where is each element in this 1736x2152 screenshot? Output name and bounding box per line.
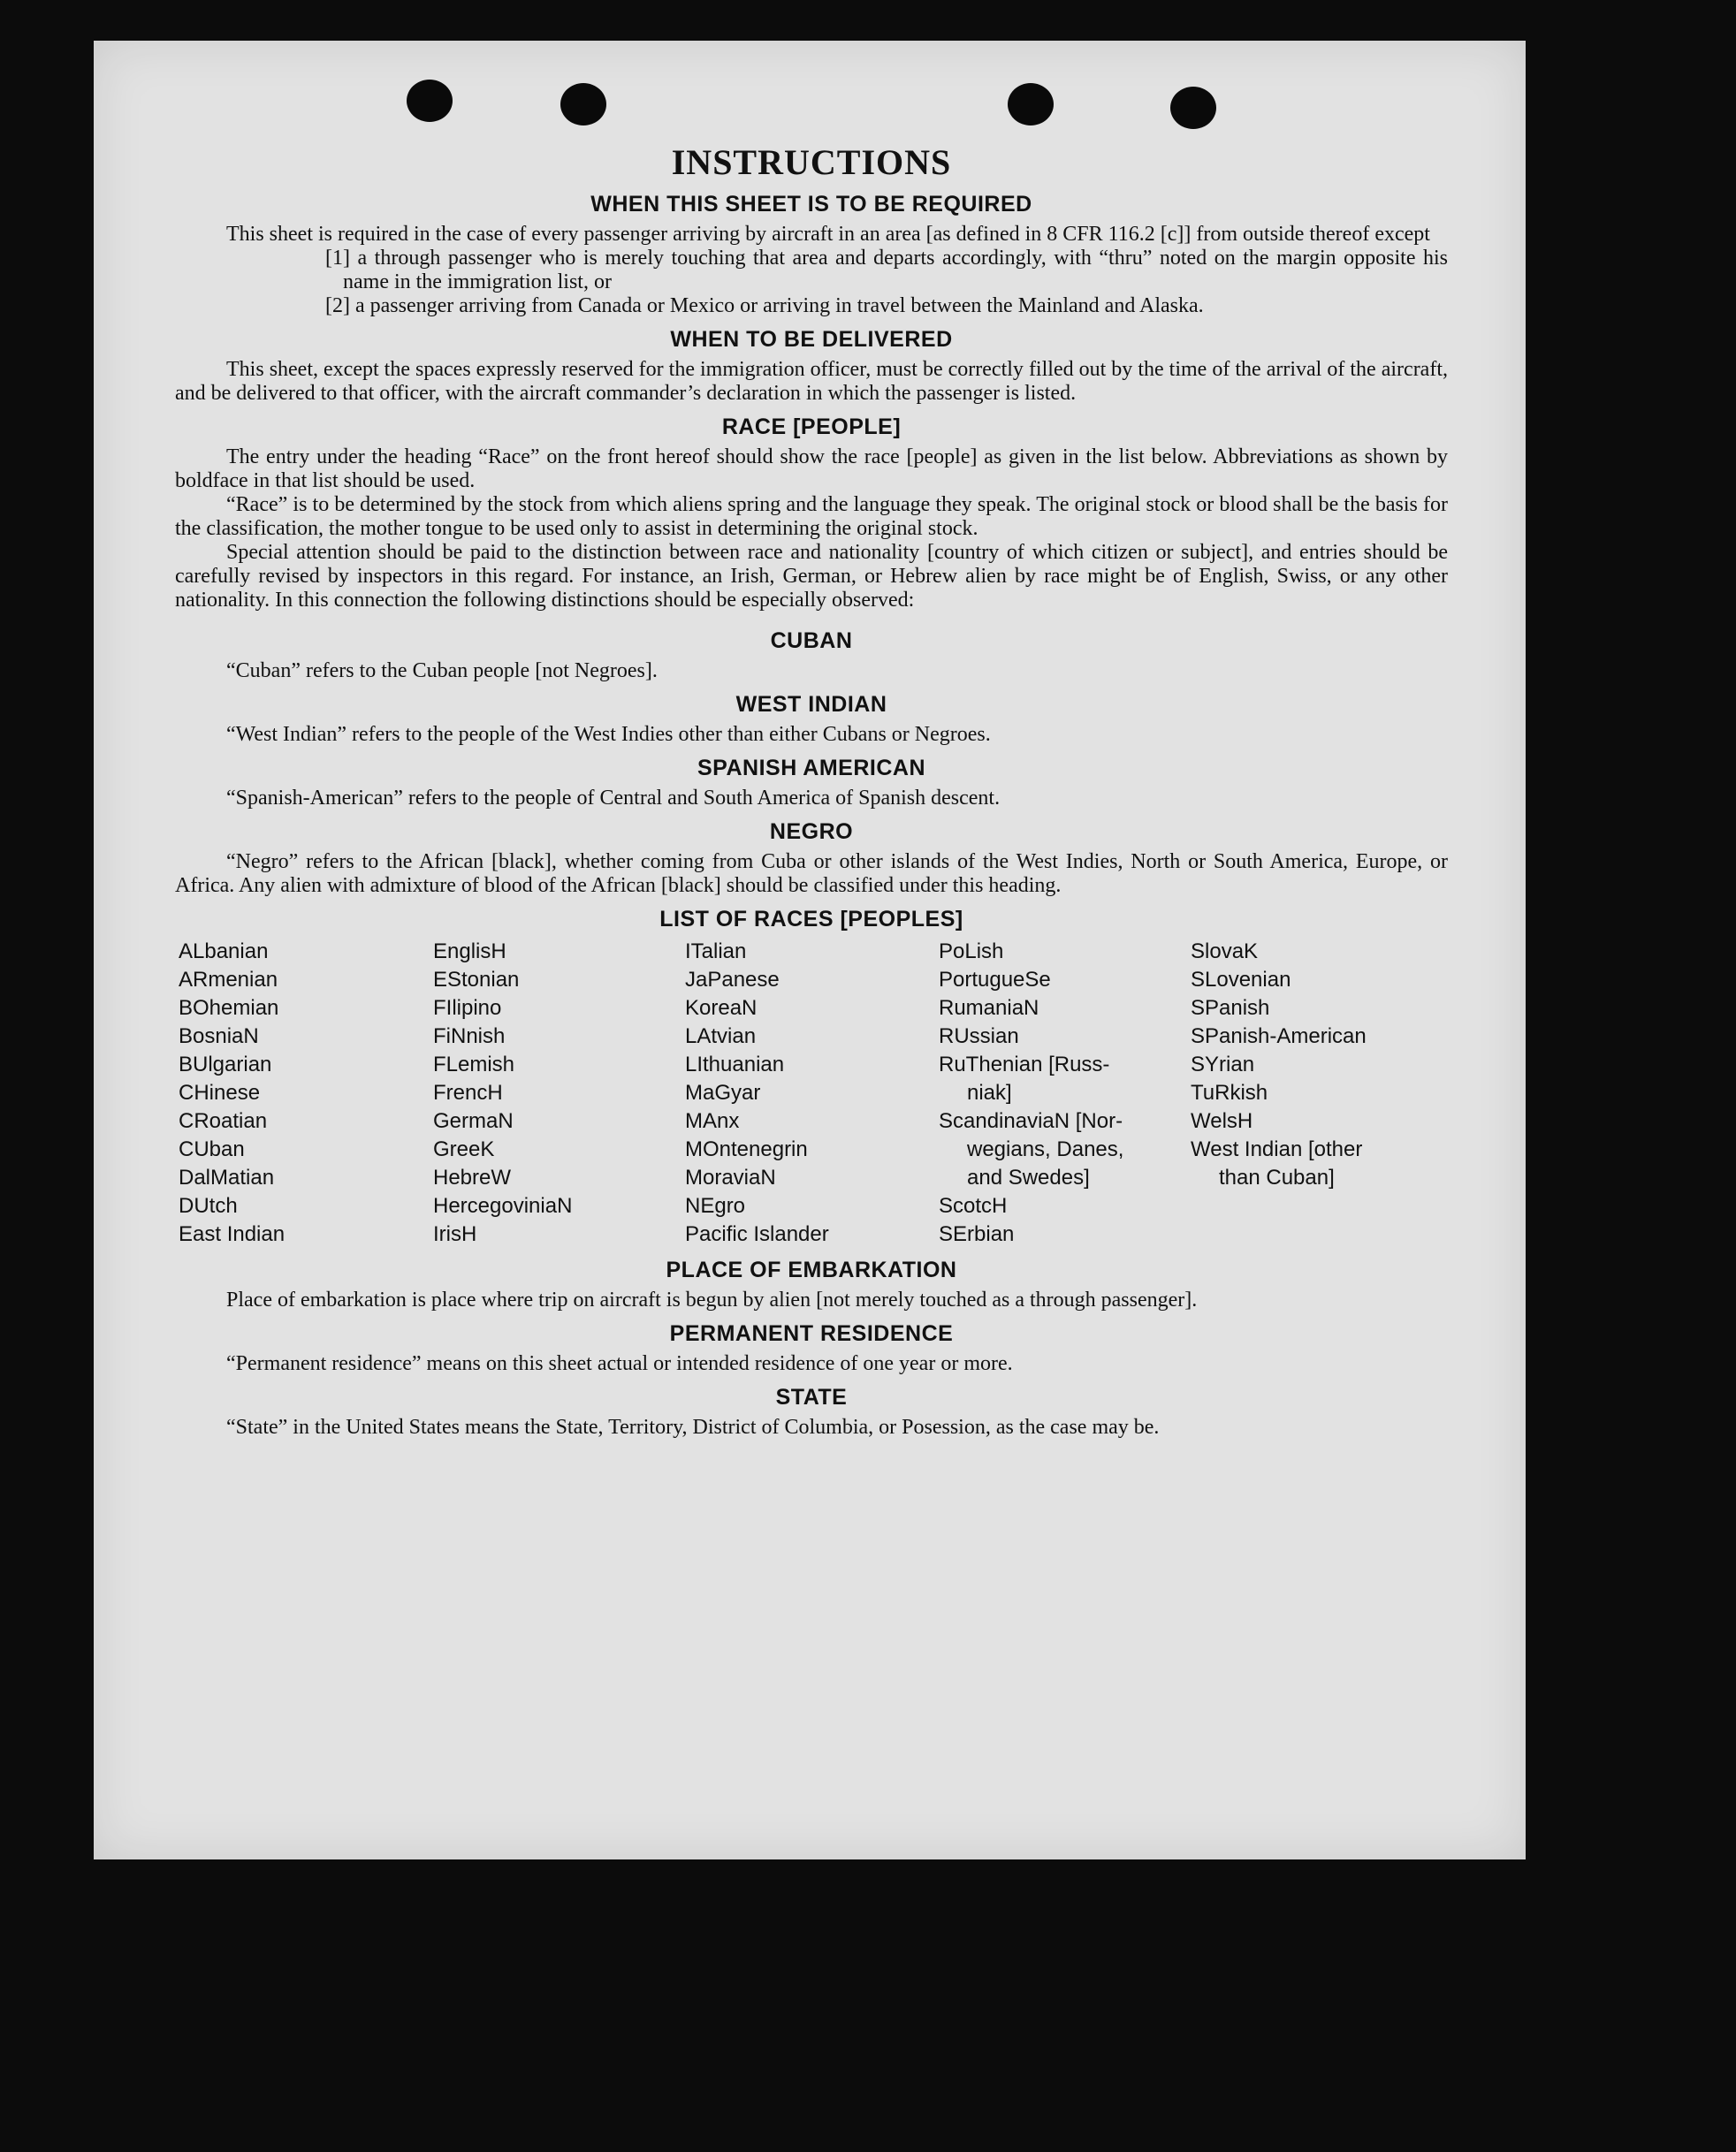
- race-entry-continued: wegians, Danes,: [967, 1137, 1124, 1161]
- races-column-2: [433, 938, 685, 1249]
- race-entry: CUban: [179, 1137, 245, 1161]
- race-entry: LAtvian: [685, 1024, 757, 1048]
- race-entry: RuThenian [Russ-: [939, 1053, 1110, 1076]
- race-entry: HercegoviniaN: [433, 1194, 573, 1218]
- heading-permanent-residence: PERMANENT RESIDENCE: [669, 1321, 954, 1346]
- race-entry: GermaN: [433, 1109, 514, 1133]
- document-page: [94, 41, 1526, 1859]
- heading-negro: NEGRO: [769, 819, 854, 844]
- exception-2: [2] a passenger arriving from Canada or Mexico or arriving in travel between the Mainland and Alaska.: [325, 294, 1204, 317]
- race-entry: ScotcH: [939, 1194, 1008, 1218]
- exception-1: [1] a through passenger who is merely touching that area and departs accordingly, with “thru” noted on the margin opposite his name in the immigration list, or: [325, 247, 1448, 293]
- race-entry: West Indian [other: [1191, 1137, 1363, 1161]
- race-entry: MAnx: [685, 1109, 740, 1133]
- races-column-5: [1191, 938, 1451, 1249]
- cuban-text: “Cuban” refers to the Cuban people [not Negroes].: [226, 659, 658, 682]
- race-entry: MOntenegrin: [685, 1137, 808, 1161]
- embarkation-text: Place of embarkation is place where trip on aircraft is begun by alien [not merely touched as a through passenger].: [226, 1289, 1198, 1312]
- race-entry: SPanish: [1191, 996, 1270, 1020]
- race-entry: FIlipino: [433, 996, 502, 1020]
- race-entry: BOhemian: [179, 996, 279, 1020]
- punch-hole: [1008, 83, 1054, 125]
- race-entry: HebreW: [433, 1166, 512, 1190]
- race-entry: PoLish: [939, 939, 1004, 963]
- race-entry: WelsH: [1191, 1109, 1253, 1133]
- race-entry: SLovenian: [1191, 968, 1291, 992]
- heading-cuban: CUBAN: [770, 628, 853, 653]
- punch-hole: [560, 83, 606, 125]
- race-entry: GreeK: [433, 1137, 495, 1161]
- heading-delivered: WHEN TO BE DELIVERED: [670, 327, 953, 352]
- race-entry: RUssian: [939, 1024, 1019, 1048]
- race-entry: SYrian: [1191, 1053, 1255, 1076]
- race-entry: East Indian: [179, 1222, 286, 1246]
- race-entry: KoreaN: [685, 996, 758, 1020]
- heading-required: WHEN THIS SHEET IS TO BE REQUIRED: [590, 192, 1032, 217]
- race-entry: MaGyar: [685, 1081, 761, 1105]
- race-entry: SPanish-American: [1191, 1024, 1367, 1048]
- race-entry: IrisH: [433, 1222, 477, 1246]
- race-paragraph-2: “Race” is to be determined by the stock from which aliens spring and the language they speak. The original stock or blood shall be the basis for the classification, the mother tongue to be used only to assist in determining the original stock.: [175, 493, 1448, 540]
- race-entry: DalMatian: [179, 1166, 275, 1190]
- page-title: INSTRUCTIONS: [671, 142, 952, 182]
- race-entry: JaPanese: [685, 968, 780, 992]
- heading-west-indian: WEST INDIAN: [735, 692, 887, 717]
- spanish-american-text: “Spanish-American” refers to the people of Central and South America of Spanish descent.: [226, 787, 1001, 810]
- punch-hole: [407, 80, 453, 122]
- race-paragraph-3: Special attention should be paid to the distinction between race and nationality [country of which citizen or subject], and entries should be carefully revised by inspectors in this regard. For instance, an Irish, German, or Hebrew alien by race might be of English, Swiss, or any other nationality. In this connection the following distinctions should be especially observed:: [175, 541, 1448, 612]
- races-column-4: [939, 938, 1191, 1249]
- race-entry: SErbian: [939, 1222, 1015, 1246]
- race-entry: EStonian: [433, 968, 520, 992]
- residence-text: “Permanent residence” means on this sheet actual or intended residence of one year or more.: [226, 1352, 1013, 1375]
- race-entry: TuRkish: [1191, 1081, 1268, 1105]
- race-entry-continued: niak]: [967, 1081, 1012, 1105]
- races-column-3: [685, 938, 939, 1249]
- heading-race: RACE [PEOPLE]: [721, 414, 902, 439]
- race-entry: FiNnish: [433, 1024, 506, 1048]
- race-entry: MoraviaN: [685, 1166, 776, 1190]
- race-entry: SlovaK: [1191, 939, 1259, 963]
- race-entry: FrencH: [433, 1081, 503, 1105]
- heading-list-of-races: LIST OF RACES [PEOPLES]: [659, 907, 963, 932]
- race-entry: CHinese: [179, 1081, 261, 1105]
- state-text: “State” in the United States means the State, Territory, District of Columbia, or Posession, as the case may be.: [226, 1416, 1160, 1439]
- negro-text: “Negro” refers to the African [black], whether coming from Cuba or other islands of the West Indies, North or South America, Europe, or Africa. Any alien with admixture of blood of the African [black] should be classified under this heading.: [175, 850, 1448, 897]
- race-entry-continued: and Swedes]: [967, 1166, 1090, 1190]
- race-paragraph-1: The entry under the heading “Race” on the front hereof should show the race [people] as given in the list below. Abbreviations as shown by boldface in that list should be used.: [175, 445, 1448, 492]
- race-entry: ScandinaviaN [Nor-: [939, 1109, 1123, 1133]
- race-entry: NEgro: [685, 1194, 746, 1218]
- race-entry: PortugueSe: [939, 968, 1051, 992]
- race-entry: ALbanian: [179, 939, 269, 963]
- punch-hole: [1170, 87, 1216, 129]
- heading-state: STATE: [775, 1385, 848, 1410]
- race-entry-continued: than Cuban]: [1219, 1166, 1335, 1190]
- west-indian-text: “West Indian” refers to the people of the West Indies other than either Cubans or Negroes.: [226, 723, 991, 746]
- race-entry: CRoatian: [179, 1109, 268, 1133]
- heading-place-of-embarkation: PLACE OF EMBARKATION: [666, 1258, 957, 1282]
- race-entry: ARmenian: [179, 968, 278, 992]
- instructions-content: [175, 141, 1448, 1440]
- delivered-text: This sheet, except the spaces expressly reserved for the immigration officer, must be correctly filled out by the time of the arrival of the aircraft, and be delivered to that officer, with the aircraft commander’s declaration in which the passenger is listed.: [175, 358, 1448, 405]
- race-entry: Pacific Islander: [685, 1222, 829, 1246]
- race-entry: EnglisH: [433, 939, 506, 963]
- race-entry: LIthuanian: [685, 1053, 785, 1076]
- race-entry: BosniaN: [179, 1024, 259, 1048]
- races-list: [179, 938, 1448, 1249]
- race-entry: DUtch: [179, 1194, 238, 1218]
- race-entry: ITalian: [685, 939, 747, 963]
- required-text: This sheet is required in the case of every passenger arriving by aircraft in an area [as defined in 8 CFR 116.2 [c]] from outside thereof except: [226, 223, 1430, 246]
- race-entry: FLemish: [433, 1053, 515, 1076]
- races-column-1: [179, 938, 433, 1249]
- race-entry: BUlgarian: [179, 1053, 272, 1076]
- heading-spanish-american: SPANISH AMERICAN: [697, 756, 925, 780]
- race-entry: RumaniaN: [939, 996, 1039, 1020]
